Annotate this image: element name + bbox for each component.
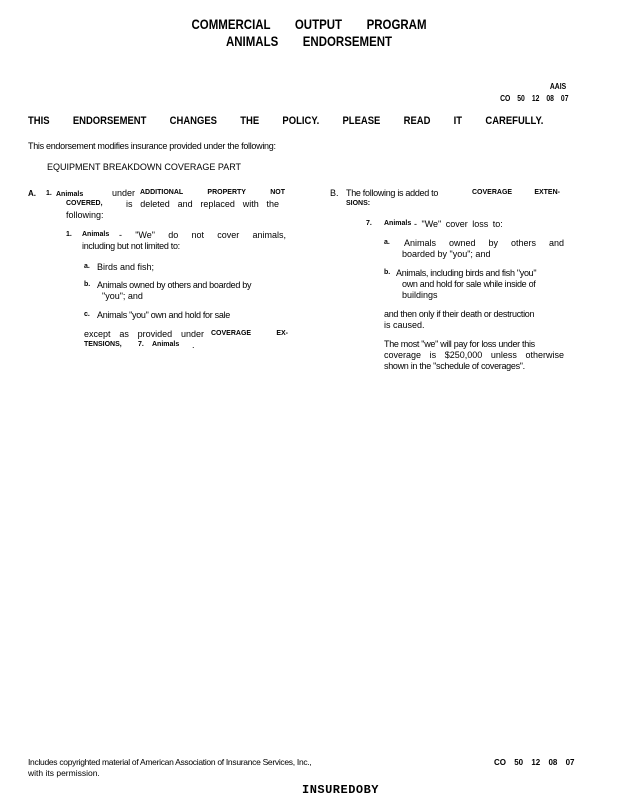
- coverage-7-word: Animals: [384, 220, 412, 227]
- b-item-b-text-2: own and hold for sale while inside of: [402, 279, 536, 289]
- condition-text-2: is caused.: [384, 320, 425, 330]
- b-item-b-letter: b.: [384, 269, 391, 276]
- section-b-sc: COVERAGE EXTEN-: [472, 189, 560, 196]
- item-a-letter: a.: [84, 263, 90, 270]
- copyright-text: Includes copyrighted material of American Association of Insurance Services, Inc.,: [28, 757, 312, 767]
- sub-1-num: 1.: [66, 231, 72, 238]
- coverage-7-text: - "We" cover loss to:: [414, 219, 503, 229]
- sub-1-word: Animals: [82, 231, 110, 238]
- section-b-sc-2: SIONS:: [346, 200, 371, 207]
- sub-1-text: - "We" do not cover animals,: [119, 230, 286, 240]
- section-a-sc-1: ADDITIONAL PROPERTY NOT: [140, 189, 285, 196]
- section-a-letter: A.: [28, 189, 36, 198]
- org-code: AAIS: [549, 82, 566, 91]
- b-item-a-text: Animals owned by others and: [404, 238, 564, 248]
- except-period: .: [192, 340, 195, 350]
- item-b-letter: b.: [84, 281, 91, 288]
- condition-text: and then only if their death or destruction: [384, 309, 535, 319]
- item-b-text-2: "you"; and: [102, 291, 143, 301]
- section-a-under: under: [112, 188, 136, 198]
- item-a-text: Birds and fish;: [97, 262, 155, 272]
- form-code: CO 50 12 08 07: [499, 94, 568, 103]
- limit-text-3: shown in the "schedule of coverages".: [384, 361, 525, 371]
- section-a-line-3: following:: [66, 210, 104, 220]
- except-text: except as provided under: [84, 329, 204, 339]
- copyright-text-2: with its permission.: [28, 768, 100, 778]
- section-a-word: Animals: [56, 191, 84, 198]
- b-item-b-text: Animals, including birds and fish "you": [396, 268, 537, 278]
- item-c-letter: c.: [84, 311, 90, 318]
- title-line-2: ANIMALS ENDORSEMENT: [225, 33, 393, 49]
- coverage-part-title: EQUIPMENT BREAKDOWN COVERAGE PART: [47, 162, 242, 172]
- b-item-a-letter: a.: [384, 239, 390, 246]
- item-c-text: Animals "you" own and hold for sale: [97, 310, 230, 320]
- title-line-1: COMMERCIAL OUTPUT PROGRAM: [191, 16, 427, 32]
- coverage-7-num: 7.: [366, 220, 372, 227]
- limit-text: The most "we" will pay for loss under this: [384, 339, 535, 349]
- section-a-line-2: is deleted and replaced with the: [126, 199, 279, 209]
- section-b-text: The following is added to: [346, 188, 439, 198]
- sub-1-text-2: including but not limited to:: [82, 241, 180, 251]
- except-sc: COVERAGE EX-: [211, 330, 288, 337]
- section-a-num: 1.: [46, 190, 52, 197]
- b-item-a-text-2: boarded by "you"; and: [402, 249, 491, 259]
- watermark-text: INSUREDOBY: [302, 783, 380, 797]
- intro-text: This endorsement modifies insurance provided under the following:: [28, 141, 276, 151]
- footer-form-code: CO 50 12 08 07: [494, 758, 575, 767]
- b-item-b-text-3: buildings: [402, 290, 438, 300]
- limit-text-2: coverage is $250,000 unless otherwise: [384, 350, 564, 360]
- section-a-sc-2: COVERED,: [66, 200, 103, 207]
- except-word: Animals: [152, 341, 180, 348]
- item-b-text: Animals owned by others and boarded by: [97, 280, 252, 290]
- except-sc-2: TENSIONS,: [84, 341, 122, 348]
- except-num: 7.: [138, 341, 144, 348]
- endorsement-banner: THIS ENDORSEMENT CHANGES THE POLICY. PLEASE READ IT CAREFULLY.: [28, 115, 544, 127]
- section-b-letter: B.: [330, 188, 339, 198]
